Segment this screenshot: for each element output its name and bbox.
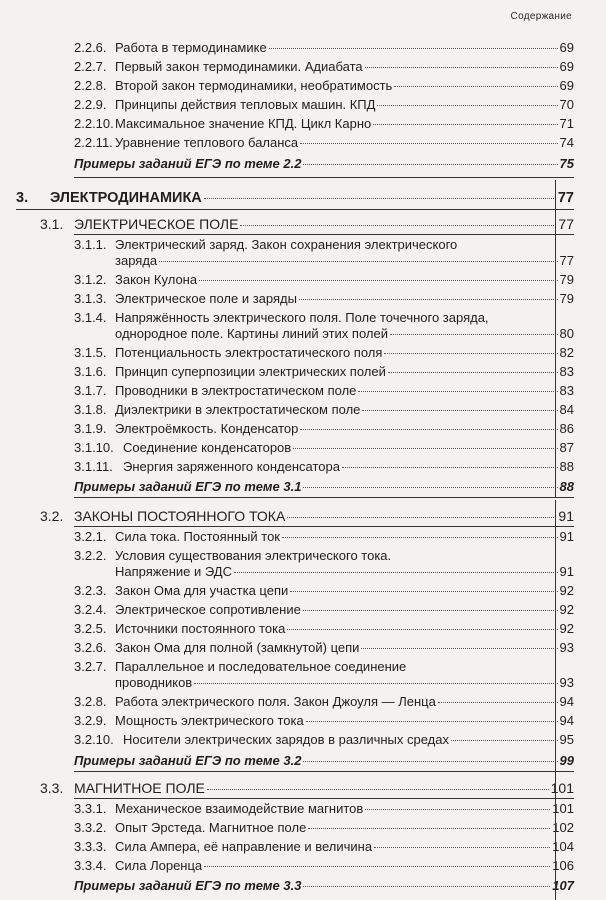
divider — [74, 234, 574, 235]
divider — [74, 177, 574, 178]
toc-entry[interactable]: 3.2.5. Источники постоянного тока 92 — [74, 621, 574, 636]
toc-entry-continuation[interactable]: Напряжение и ЭДС 91 — [115, 564, 574, 579]
toc-entry[interactable]: 3.1.10. Соединение конденсаторов 87 — [74, 440, 574, 455]
toc-entry[interactable]: 3.2.3. Закон Ома для участка цепи 92 — [74, 583, 574, 598]
divider — [74, 526, 574, 527]
divider — [555, 772, 556, 900]
toc-entry[interactable]: 2.2.9. Принципы действия тепловых машин. КПД 70 — [74, 97, 574, 112]
toc-entry[interactable]: 3.1.7. Проводники в электростатическом поле 83 — [74, 383, 574, 398]
toc-entry-continuation[interactable]: однородное поле. Картины линий этих полей 80 — [115, 326, 574, 341]
toc-entry[interactable]: 2.2.6. Работа в термодинамике 69 — [74, 40, 574, 55]
toc-entry[interactable]: 3.2.10. Носители электрических зарядов в различных средах 95 — [74, 732, 574, 747]
toc-entry-continuation[interactable]: заряда 77 — [115, 253, 574, 268]
toc-entry[interactable]: 3.1.5. Потенциальность электростатического поля 82 — [74, 345, 574, 360]
toc-entry[interactable]: 3.1.9. Электроёмкость. Конденсатор 86 — [74, 421, 574, 436]
toc-entry[interactable]: 3.2.4. Электрическое сопротивление 92 — [74, 602, 574, 617]
toc-entry[interactable]: 3.2.9. Мощность электрического тока 94 — [74, 713, 574, 728]
toc-chapter[interactable]: 3. ЭЛЕКТРОДИНАМИКА 77 — [16, 190, 574, 206]
toc-entry[interactable]: 3.2.1. Сила тока. Постоянный ток 91 — [74, 529, 574, 544]
toc-entry[interactable]: 2.2.8. Второй закон термодинамики, необратимость 69 — [74, 78, 574, 93]
divider — [555, 180, 556, 497]
toc-entry[interactable]: 2.2.7. Первый закон термодинамики. Адиабата 69 — [74, 59, 574, 74]
divider — [16, 209, 574, 210]
toc-examples-entry[interactable]: Примеры заданий ЕГЭ по теме 2.2 75 — [74, 156, 574, 171]
toc-entry[interactable]: 3.1.4. Напряжённость электрического поля. Поле точечного заряда, — [74, 310, 489, 325]
toc-entry[interactable]: 3.1.1. Электрический заряд. Закон сохранения электрического — [74, 237, 458, 252]
toc-entry[interactable]: 3.2.6. Закон Ома для полной (замкнутой) цепи 93 — [74, 640, 574, 655]
divider — [555, 500, 556, 771]
toc-entry[interactable]: 2.2.10. Максимальное значение КПД. Цикл Карно 71 — [74, 116, 574, 131]
toc-entry[interactable]: 3.3.3. Сила Ампера, её направление и величина 104 — [74, 839, 574, 854]
toc-entry[interactable]: 3.2.2. Условия существования электрического тока. — [74, 548, 392, 563]
divider — [74, 497, 574, 498]
toc-entry[interactable]: 3.1.8. Диэлектрики в электростатическом поле 84 — [74, 402, 574, 417]
toc-entry[interactable]: 3.3.2. Опыт Эрстеда. Магнитное поле 102 — [74, 820, 574, 835]
toc-examples-entry[interactable]: Примеры заданий ЕГЭ по теме 3.2 99 — [74, 753, 574, 768]
toc-entry[interactable]: 3.2.7. Параллельное и последовательное соединение — [74, 659, 407, 674]
toc-section[interactable]: 3.3. МАГНИТНОЕ ПОЛЕ 101 — [40, 780, 574, 796]
divider — [74, 771, 574, 772]
toc-entry[interactable]: 3.1.6. Принцип суперпозиции электрических полей 83 — [74, 364, 574, 379]
toc-examples-entry[interactable]: Примеры заданий ЕГЭ по теме 3.3 107 — [74, 878, 574, 893]
toc-entry[interactable]: 3.1.3. Электрическое поле и заряды 79 — [74, 291, 574, 306]
toc-entry[interactable]: 3.1.2. Закон Кулона 79 — [74, 272, 574, 287]
toc-section[interactable]: 3.2. ЗАКОНЫ ПОСТОЯННОГО ТОКА 91 — [40, 508, 574, 524]
running-head: Содержание — [510, 11, 572, 22]
toc-section[interactable]: 3.1. ЭЛЕКТРИЧЕСКОЕ ПОЛЕ 77 — [40, 216, 574, 232]
toc-entry[interactable]: 3.1.11. Энергия заряженного конденсатора 88 — [74, 459, 574, 474]
toc-entry[interactable]: 3.2.8. Работа электрического поля. Закон Джоуля — Ленца 94 — [74, 694, 574, 709]
divider — [74, 798, 574, 799]
toc-entry[interactable]: 3.3.4. Сила Лоренца 106 — [74, 858, 574, 873]
toc-examples-entry[interactable]: Примеры заданий ЕГЭ по теме 3.1 88 — [74, 479, 574, 494]
toc-entry[interactable]: 3.3.1. Механическое взаимодействие магнитов 101 — [74, 801, 574, 816]
toc-entry[interactable]: 2.2.11. Уравнение теплового баланса 74 — [74, 135, 574, 150]
toc-entry-continuation[interactable]: проводников 93 — [115, 675, 574, 690]
